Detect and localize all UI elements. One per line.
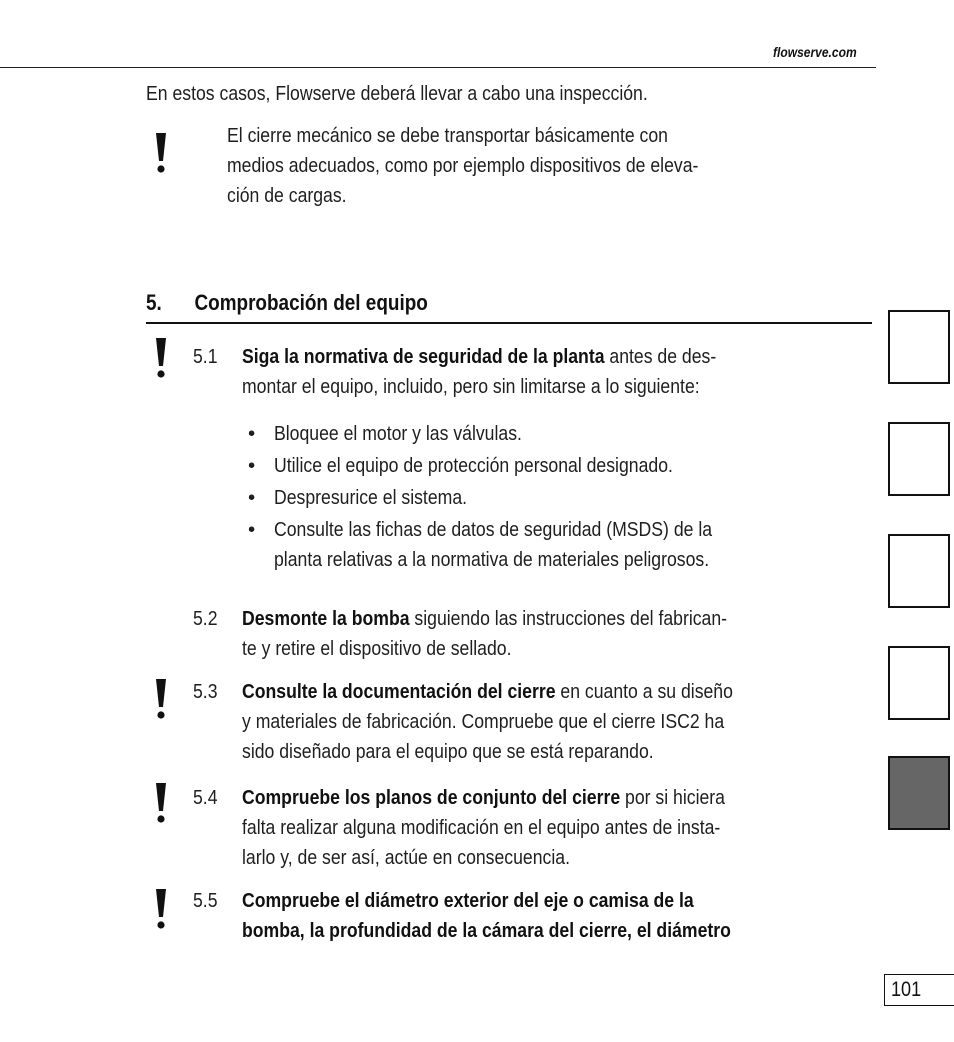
exclamation-icon <box>155 133 167 175</box>
item-5-3-text: Consulte la documentación del cierre en cuanto a su diseño y materiales de fabricación. Compruebe que el cierre ISC2 ha sido diseñado para el equipo que se está reparando. <box>242 680 733 763</box>
exclamation-icon <box>155 338 167 380</box>
section-heading-rule <box>146 322 872 324</box>
item-number: 5.5 <box>193 889 218 912</box>
section-heading: 5. Comprobación del equipo <box>146 290 428 315</box>
list-item: • Consulte las fichas de datos de seguridad (MSDS) de la planta relativas a la normativa de materiales peligrosos. <box>248 518 713 571</box>
exclamation-icon <box>155 889 167 931</box>
list-item: • Bloquee el motor y las válvulas. <box>248 422 522 445</box>
list-item: • Utilice el equipo de protección personal designado. <box>248 454 673 477</box>
item-5-4-text: Compruebe los planos de conjunto del cierre por si hiciera falta realizar alguna modificación en el equipo antes de insta- larlo y, de ser así, actúe en consecuencia. <box>242 786 725 869</box>
intro-paragraph: En estos casos, Flowserve deberá llevar a cabo una inspección. <box>146 82 648 105</box>
header-rule <box>0 67 876 68</box>
exclamation-icon <box>155 679 167 721</box>
item-5-2-text: Desmonte la bomba siguiendo las instrucciones del fabrican- te y retire el dispositivo de sellado. <box>242 607 728 660</box>
side-tab[interactable] <box>888 310 950 384</box>
item-number: 5.4 <box>193 786 218 809</box>
item-5-5-text: Compruebe el diámetro exterior del eje o camisa de la bomba, la profundidad de la cámara del cierre, el diámetro <box>242 889 731 942</box>
side-tab[interactable] <box>888 422 950 496</box>
side-tab[interactable] <box>888 534 950 608</box>
header-site-url: flowserve.com <box>772 44 857 60</box>
item-number: 5.1 <box>193 345 218 368</box>
exclamation-icon <box>155 783 167 825</box>
bullet-list <box>248 419 783 575</box>
side-tab[interactable] <box>888 646 950 720</box>
warning-note-text: El cierre mecánico se debe transportar básicamente con medios adecuados, como por ejemplo dispositivos de eleva- ción de cargas. <box>227 124 699 207</box>
item-5-1-text: Siga la normativa de seguridad de la planta antes de des- montar el equipo, incluido, pero sin limitarse a lo siguiente: <box>242 345 717 398</box>
page-number: 101 <box>884 974 954 1006</box>
item-number: 5.2 <box>193 607 218 630</box>
side-tab-active[interactable] <box>888 756 950 830</box>
list-item: • Despresurice el sistema. <box>248 486 468 509</box>
item-number: 5.3 <box>193 680 218 703</box>
